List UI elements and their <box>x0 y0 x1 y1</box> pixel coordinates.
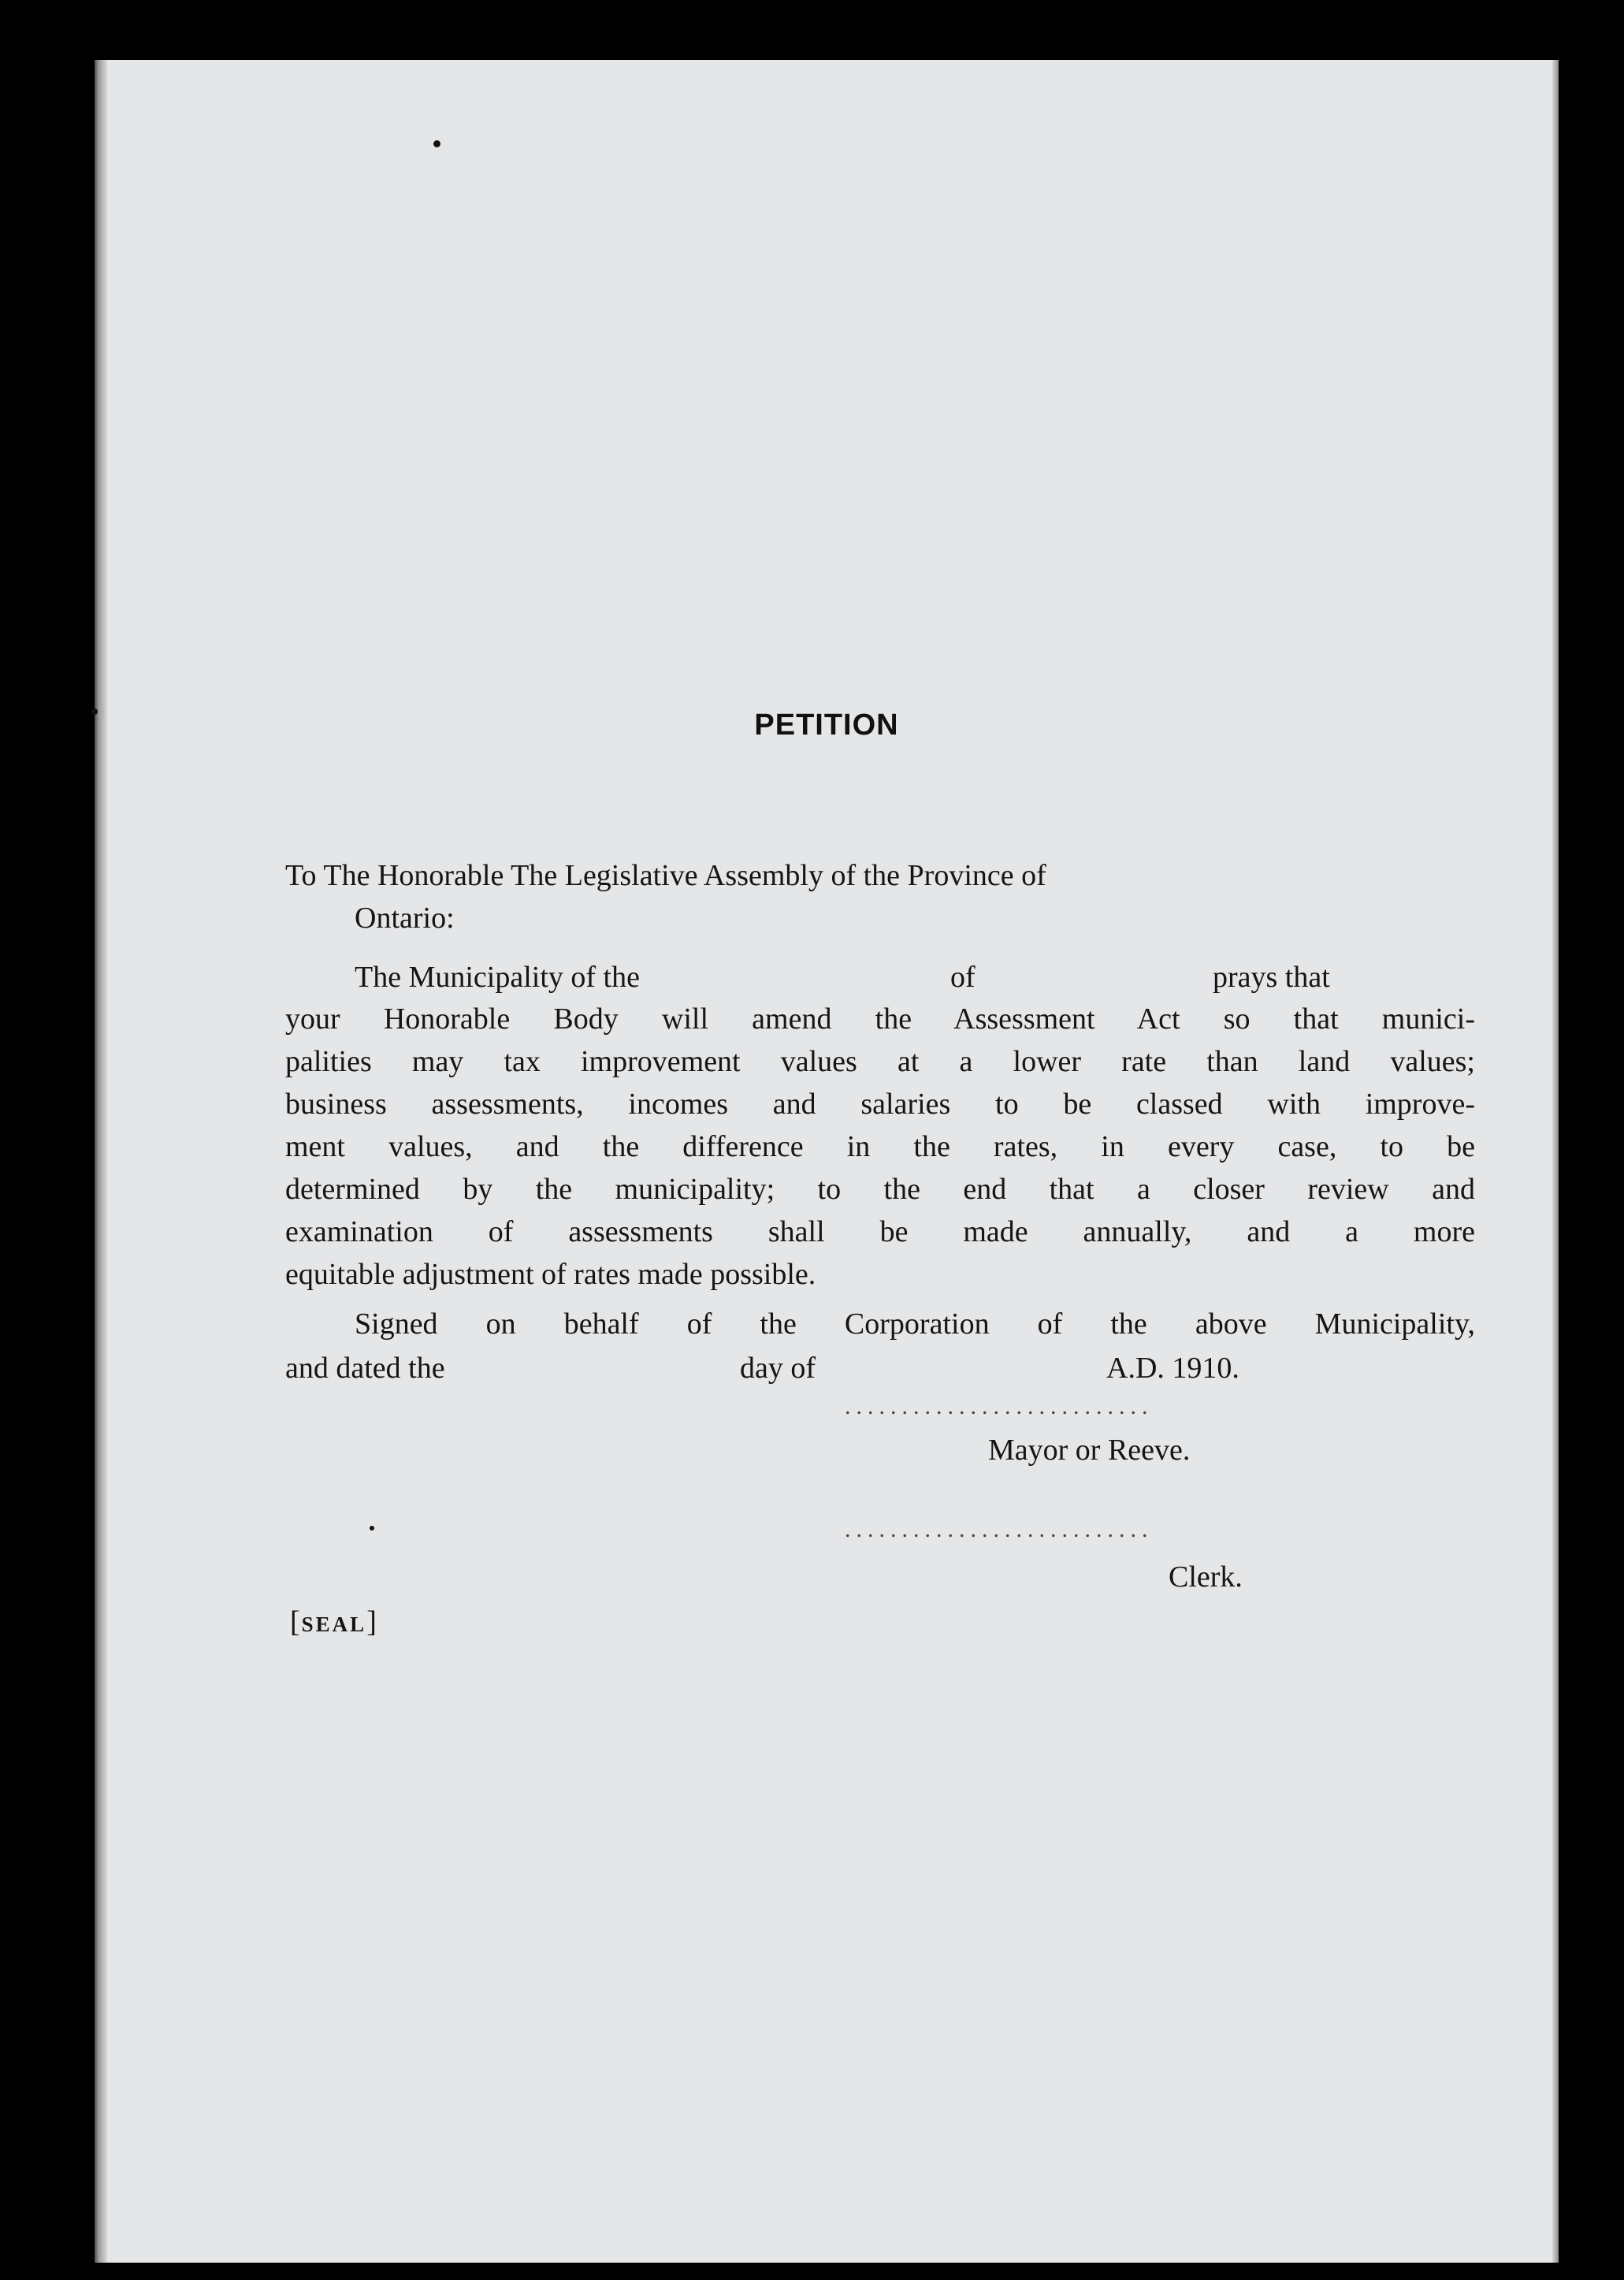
seal-text: SEAL <box>301 1612 367 1636</box>
body-line: examination of assessments shall be made annually, and a more <box>285 1215 1475 1248</box>
clerk-signature-line: ........................... <box>845 1516 1154 1542</box>
signature-paragraph-part-2: day of <box>740 1352 816 1385</box>
body-first-line-part-1: The Municipality of the <box>355 961 640 994</box>
signature-paragraph-part-3: A.D. 1910. <box>1106 1352 1239 1385</box>
body-line: determined by the municipality; to the end that a closer review and <box>285 1173 1475 1206</box>
seal-bracket-close: ] <box>366 1605 378 1638</box>
body-first-line-part-2: of <box>950 961 976 994</box>
signature-paragraph-line-1: Signed on behalf of the Corporation of the above Municipality, <box>355 1307 1475 1341</box>
body-line: ment values, and the difference in the rates, in every case, to be <box>285 1130 1475 1163</box>
page-right-edge <box>1552 60 1559 2263</box>
body-line: palities may tax improvement values at a lower rate than land values; <box>285 1045 1475 1078</box>
mayor-signature-line: ........................... <box>845 1393 1154 1419</box>
ink-speck <box>370 1526 374 1531</box>
document-title: PETITION <box>754 709 899 742</box>
body-line: your Honorable Body will amend the Assessment Act so that munici- <box>285 1002 1475 1036</box>
page-binding-edge <box>95 60 107 2263</box>
document-page <box>95 60 1559 2263</box>
ink-speck <box>433 140 440 147</box>
body-line: business assessments, incomes and salaries to be classed with improve- <box>285 1088 1475 1121</box>
body-first-line-part-3: prays that <box>1213 961 1330 994</box>
address-line-2: Ontario: <box>355 902 455 935</box>
body-last-line: equitable adjustment of rates made possible. <box>285 1258 816 1291</box>
seal-bracket-open: [ <box>290 1605 302 1638</box>
address-line-1: To The Honorable The Legislative Assembly of the Province of <box>285 859 1046 892</box>
clerk-signature-label: Clerk. <box>1169 1560 1243 1594</box>
signature-paragraph-part-1: and dated the <box>285 1352 445 1385</box>
seal-label <box>290 1605 378 1639</box>
mayor-signature-label: Mayor or Reeve. <box>988 1434 1191 1467</box>
